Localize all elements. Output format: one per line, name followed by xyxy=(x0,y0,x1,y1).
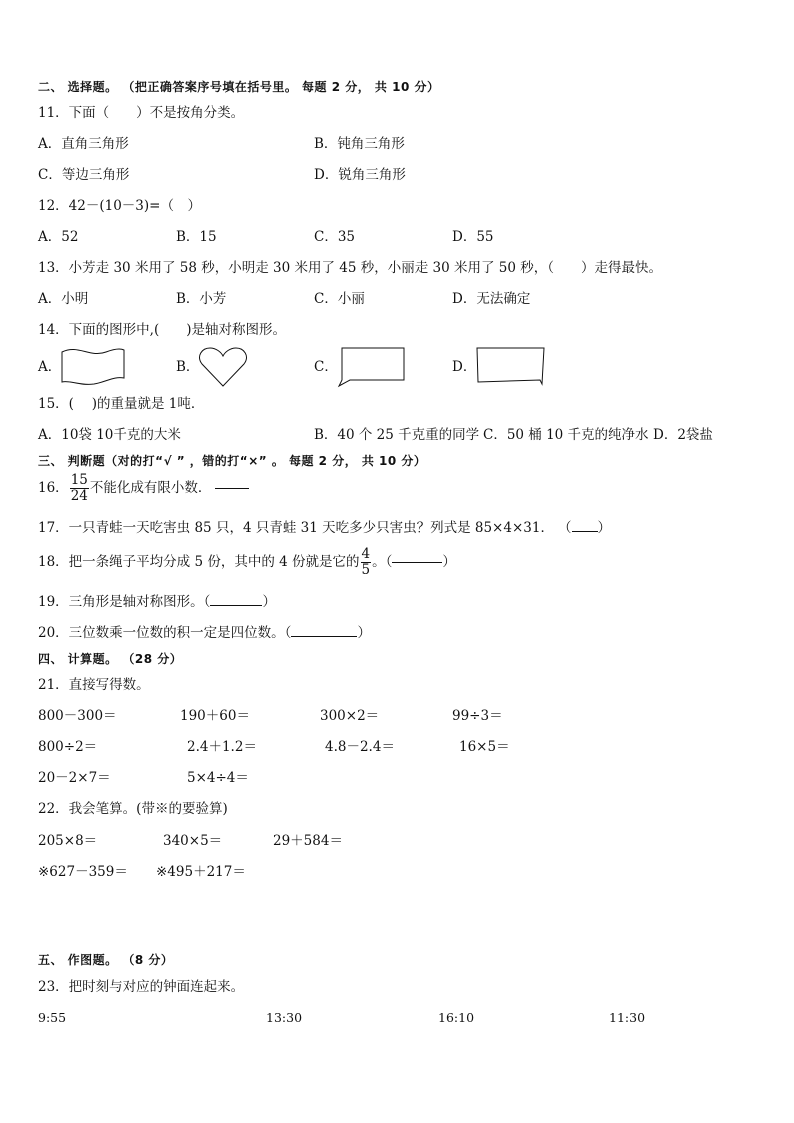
question-13-stem: 13．小芳走 30 米用了 58 秒，小明走 30 米用了 45 秒，小丽走 30 米用了 50 秒，（ ）走得最快。 xyxy=(38,260,662,276)
fraction-15-24 xyxy=(70,473,89,504)
question-21-stem: 21．直接写得数。 xyxy=(38,677,150,693)
section-heading-choice: 二、 选择题。 （把正确答案序号填在括号里。 每题 2 分， 共 10 分） xyxy=(38,80,440,94)
question-23-stem: 23．把时刻与对应的钟面连起来。 xyxy=(38,979,245,995)
calc-item: 300×2＝ xyxy=(320,708,380,724)
calc-item: 99÷3＝ xyxy=(452,708,503,724)
q11-option-c: C．等边三角形 xyxy=(38,167,130,183)
q12-option-d: D．55 xyxy=(452,229,494,245)
answer-blank[interactable] xyxy=(291,636,357,637)
q12-option-c: C．35 xyxy=(314,229,356,245)
q15-option-a: A．10袋 10千克的大米 xyxy=(38,427,181,443)
question-11-stem: 11．下面（ ）不是按角分类。 xyxy=(38,105,245,121)
section-heading-drawing: 五、 作图题。 （8 分） xyxy=(38,953,174,967)
question-14-stem: 14．下面的图形中,( )是轴对称图形。 xyxy=(38,322,287,338)
fraction-denominator: 5 xyxy=(361,562,371,578)
q11-option-d: D．锐角三角形 xyxy=(314,167,406,183)
answer-blank[interactable] xyxy=(215,488,249,489)
time-label: 13:30 xyxy=(266,1010,303,1025)
q14-option-c: C． xyxy=(314,359,338,375)
question-20-text: 20．三位数乘一位数的积一定是四位数。（ xyxy=(38,625,292,641)
bracket-close: ） xyxy=(597,520,611,536)
question-20 xyxy=(38,625,371,641)
time-label: 11:30 xyxy=(609,1010,646,1025)
q14-option-a: A． xyxy=(38,359,62,375)
bracket-close: ） xyxy=(262,594,276,610)
question-16 xyxy=(38,473,249,504)
q16-suffix: 不能化成有限小数． xyxy=(89,480,212,496)
flag-box-shape xyxy=(474,346,548,388)
bracket-close: ） xyxy=(442,554,456,570)
written-calc-item: 29＋584＝ xyxy=(273,833,343,849)
question-22-stem: 22．我会笔算。(带※的要验算) xyxy=(38,801,228,817)
q11-option-b: B．钝角三角形 xyxy=(314,136,405,152)
section-heading-judge: 三、 判断题（对的打“√ ” ，错的打“×” 。 每题 2 分， 共 10 分） xyxy=(38,454,427,468)
q12-option-a: A．52 xyxy=(38,229,79,245)
fraction-numerator: 15 xyxy=(70,472,88,488)
question-12-stem: 12．42－(10－3)=（ ） xyxy=(38,198,201,214)
answer-blank[interactable] xyxy=(392,562,442,563)
calc-item: 190＋60＝ xyxy=(180,708,250,724)
fraction-denominator: 24 xyxy=(70,488,88,504)
q16-prefix: 16． xyxy=(38,480,69,496)
wavy-flag-shape xyxy=(60,346,126,386)
written-calc-item: 205×8＝ xyxy=(38,833,98,849)
question-17-text: 17．一只青蛙一天吃害虫 85 只，4 只青蛙 31 天吃多少只害虫？列式是 85×4×31． xyxy=(38,520,554,536)
written-calc-item: 340×5＝ xyxy=(163,833,223,849)
q13-option-d: D．无法确定 xyxy=(452,291,531,307)
written-calc-item: ※627－359＝ xyxy=(38,864,128,880)
fraction-numerator: 4 xyxy=(361,546,371,562)
q11-option-a: A．直角三角形 xyxy=(38,136,129,152)
answer-blank[interactable] xyxy=(572,531,598,532)
q15-option-b: B．40 个 25 千克重的同学 xyxy=(314,427,480,443)
q13-option-b: B．小芳 xyxy=(176,291,227,307)
q15-option-c: C．50 桶 10 千克的纯净水 xyxy=(483,427,649,443)
q14-option-d: D． xyxy=(452,359,477,375)
q18-prefix: 18．把一条绳子平均分成 5 份，其中的 4 份就是它的 xyxy=(38,554,360,570)
written-calc-item: ※495＋217＝ xyxy=(156,864,246,880)
bracket-close: ） xyxy=(357,625,371,641)
q18-suffix: 。（ xyxy=(372,554,393,570)
q15-option-d: D．2袋盐 xyxy=(653,427,713,443)
calc-item: 2.4＋1.2＝ xyxy=(187,739,257,755)
calc-item: 20－2×7＝ xyxy=(38,770,111,786)
calc-item: 16×5＝ xyxy=(459,739,510,755)
question-15-stem: 15．( )的重量就是 1吨． xyxy=(38,396,205,412)
question-17-answer xyxy=(558,520,611,536)
question-19 xyxy=(38,594,276,610)
bracket-open: （ xyxy=(558,520,572,536)
question-19-text: 19．三角形是轴对称图形。（ xyxy=(38,594,211,610)
calc-item: 5×4÷4＝ xyxy=(187,770,249,786)
calc-item: 800÷2＝ xyxy=(38,739,98,755)
q12-option-b: B．15 xyxy=(176,229,217,245)
fraction-4-5 xyxy=(361,547,372,578)
q14-option-b: B． xyxy=(176,359,200,375)
calc-item: 4.8－2.4＝ xyxy=(325,739,395,755)
answer-blank[interactable] xyxy=(210,605,262,606)
heart-shape xyxy=(198,346,248,388)
section-heading-calc: 四、 计算题。 （28 分） xyxy=(38,652,183,666)
calc-item: 800－300＝ xyxy=(38,708,117,724)
q13-option-c: C．小丽 xyxy=(314,291,365,307)
speech-box-shape xyxy=(336,346,408,388)
q13-option-a: A．小明 xyxy=(38,291,89,307)
time-label: 9:55 xyxy=(38,1010,67,1025)
question-18 xyxy=(38,547,456,578)
time-label: 16:10 xyxy=(438,1010,475,1025)
